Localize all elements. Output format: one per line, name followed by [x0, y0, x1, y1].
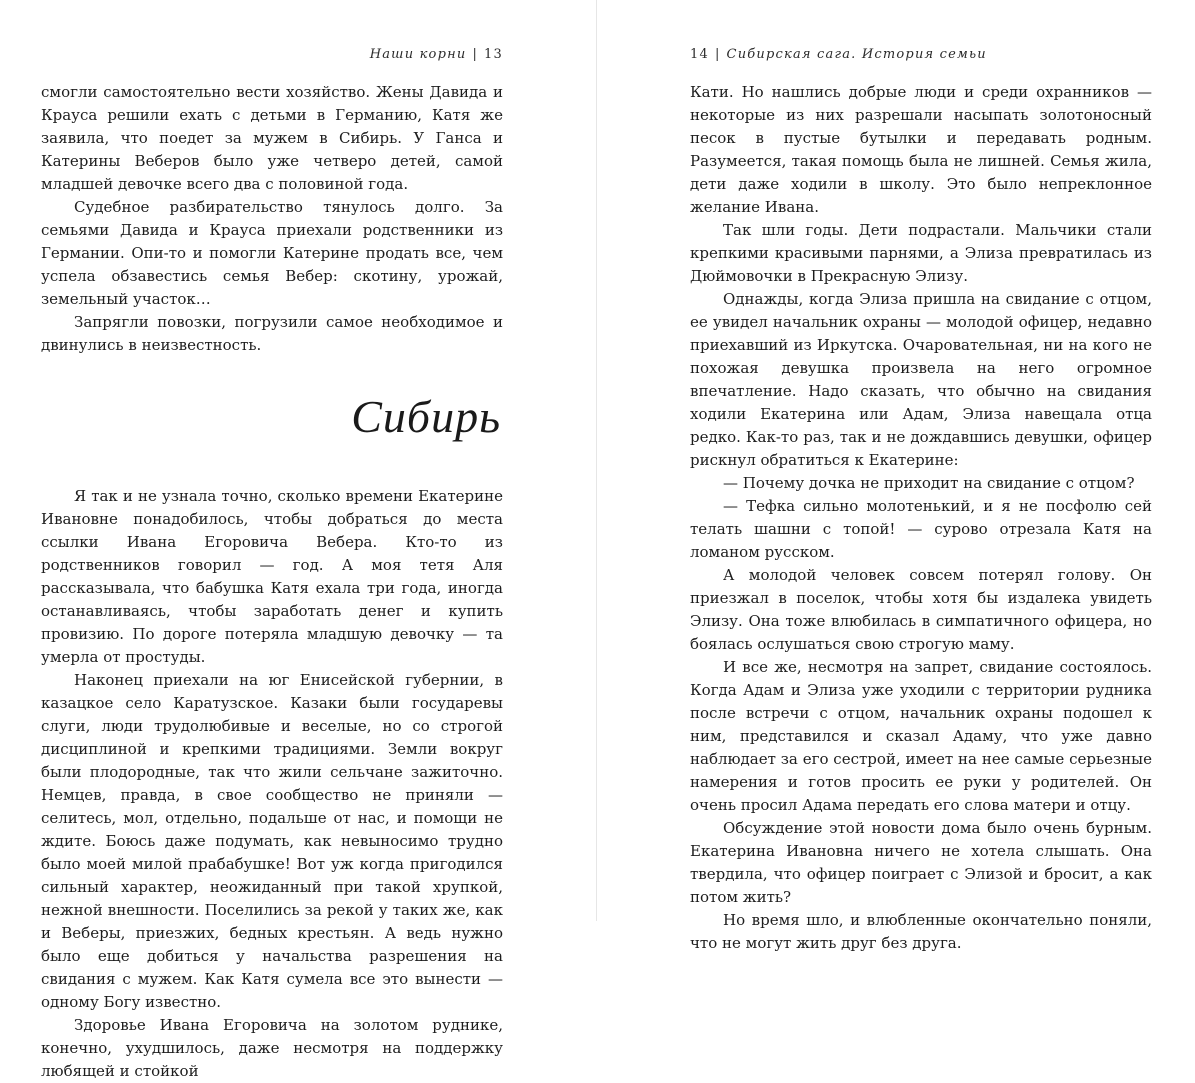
dialogue-line: — Тефка сильно молотенький, и я не посфолю сей телать шашни с топой! — сурово отрезала Катя на ломаном русском.: [690, 497, 1152, 561]
paragraph: Так шли годы. Дети подрастали. Мальчики стали крепкими красивыми парнями, а Элиза превратилась из Дюймовочки в Прекрасную Элизу.: [690, 221, 1152, 285]
paragraph: Кати. Но нашлись добрые люди и среди охранников — некоторые из них разрешали насыпать золотоносный песок в пустые бутылки и передавать родным. Разумеется, такая помощь была не лишней. Семья жила, дети даже ходили в школу. Это было непреклонное желание Ивана.: [690, 83, 1152, 216]
paragraph: А молодой человек совсем потерял голову. Он приезжал в поселок, чтобы хотя бы издалека увидеть Элизу. Она тоже влюбилась в симпатичного офицера, но боялась ослушаться свою строгую маму.: [690, 566, 1152, 653]
paragraph: смогли самостоятельно вести хозяйство. Жены Давида и Крауса решили ехать с детьми в Германию, Катя же заявила, что поедет за мужем в Сибирь. У Ганса и Катерины Веберов было уже четверо детей, самой младшей девочке всего два с половиной года.: [41, 83, 503, 193]
paragraph: Здоровье Ивана Егоровича на золотом руднике, конечно, ухудшилось, даже несмотря на поддержку любящей и стойкой: [41, 1016, 503, 1080]
paragraph: Судебное разбирательство тянулось долго. За семьями Давида и Крауса приехали родственники из Германии. Опи-то и помогли Катерине продать все, чем успела обзавестись семья Вебер: скотину, урожай, земельный участок…: [41, 198, 503, 308]
right-page: [690, 0, 1152, 952]
right-running-head: [690, 47, 987, 62]
paragraph: Но время шло, и влюбленные окончательно поняли, что не могут жить друг без друга.: [690, 911, 1152, 952]
left-running-head: [370, 47, 503, 62]
paragraph: Однажды, когда Элиза пришла на свидание с отцом, ее увидел начальник охраны — молодой офицер, недавно приехавший из Иркутска. Очаровательная, ни на кого не похожая девушка произвела на него огромное впечатление. Надо сказать, что обычно на свидания ходили Екатерина или Адам, Элиза навещала отца редко. Как-то раз, так и не дождавшись девушки, офицер рискнул обратиться к Екатерине:: [690, 290, 1152, 469]
right-page-number: 14: [690, 47, 709, 62]
right-running-head-title: Сибирская сага. История семьи: [726, 47, 987, 62]
right-running-head-separator: |: [714, 47, 721, 62]
left-page-text: [41, 81, 503, 1083]
left-running-head-separator: |: [472, 47, 479, 62]
left-page: [41, 0, 503, 1080]
paragraph: Обсуждение этой новости дома было очень бурным. Екатерина Ивановна ничего не хотела слышать. Она твердила, что офицер поиграет с Элизой и бросит, а как потом жить?: [690, 819, 1152, 906]
left-running-head-title: Наши корни: [369, 47, 467, 62]
paragraph: Наконец приехали на юг Енисейской губернии, в казацкое село Каратузское. Казаки были государевы слуги, люди трудолюбивые и веселые, но со строгой дисциплиной и крепкими традициями. Земли вокруг были плодородные, так что жили сельчане зажиточно. Немцев, правда, в свое сообщество не приняли — селитесь, мол, отдельно, подальше от нас, и помощи не ждите. Боюсь даже подумать, как невыносимо трудно было моей милой прабабушке! Вот уж когда пригодился сильный характер, неожиданный при такой хрупкой, нежной внешности. Поселились за рекой у таких же, как и Веберы, приезжих, бедных крестьян. А ведь нужно было еще добиться у начальства разрешения на свидания с мужем. Как Катя сумела все это вынести — одному Богу известно.: [41, 671, 503, 1011]
paragraph: Запрягли повозки, погрузили самое необходимое и двинулись в неизвестность.: [41, 313, 503, 354]
page-gutter: [596, 0, 597, 921]
right-page-text: [690, 81, 1152, 955]
paragraph: Я так и не узнала точно, сколько времени Екатерине Ивановне понадобилось, чтобы добраться до места ссылки Ивана Егоровича Вебера. Кто-то из родственников говорил — год. А моя тетя Аля рассказывала, что бабушка Катя ехала три года, иногда останавливаясь, чтобы заработать денег и купить провизию. По дороге потеряла младшую девочку — та умерла от простуды.: [41, 487, 503, 666]
chapter-title: Сибирь: [351, 391, 501, 442]
dialogue-line: — Почему дочка не приходит на свидание с отцом?: [723, 474, 1135, 492]
left-page-number: 13: [484, 47, 503, 62]
paragraph: И все же, несмотря на запрет, свидание состоялось. Когда Адам и Элиза уже уходили с территории рудника после встречи с отцом, начальник охраны подошел к ним, представился и сказал Адаму, что уже давно наблюдает за его сестрой, имеет на нее самые серьезные намерения и готов просить ее руки у родителей. Он очень просил Адама передать его слова матери и отцу.: [690, 658, 1152, 814]
